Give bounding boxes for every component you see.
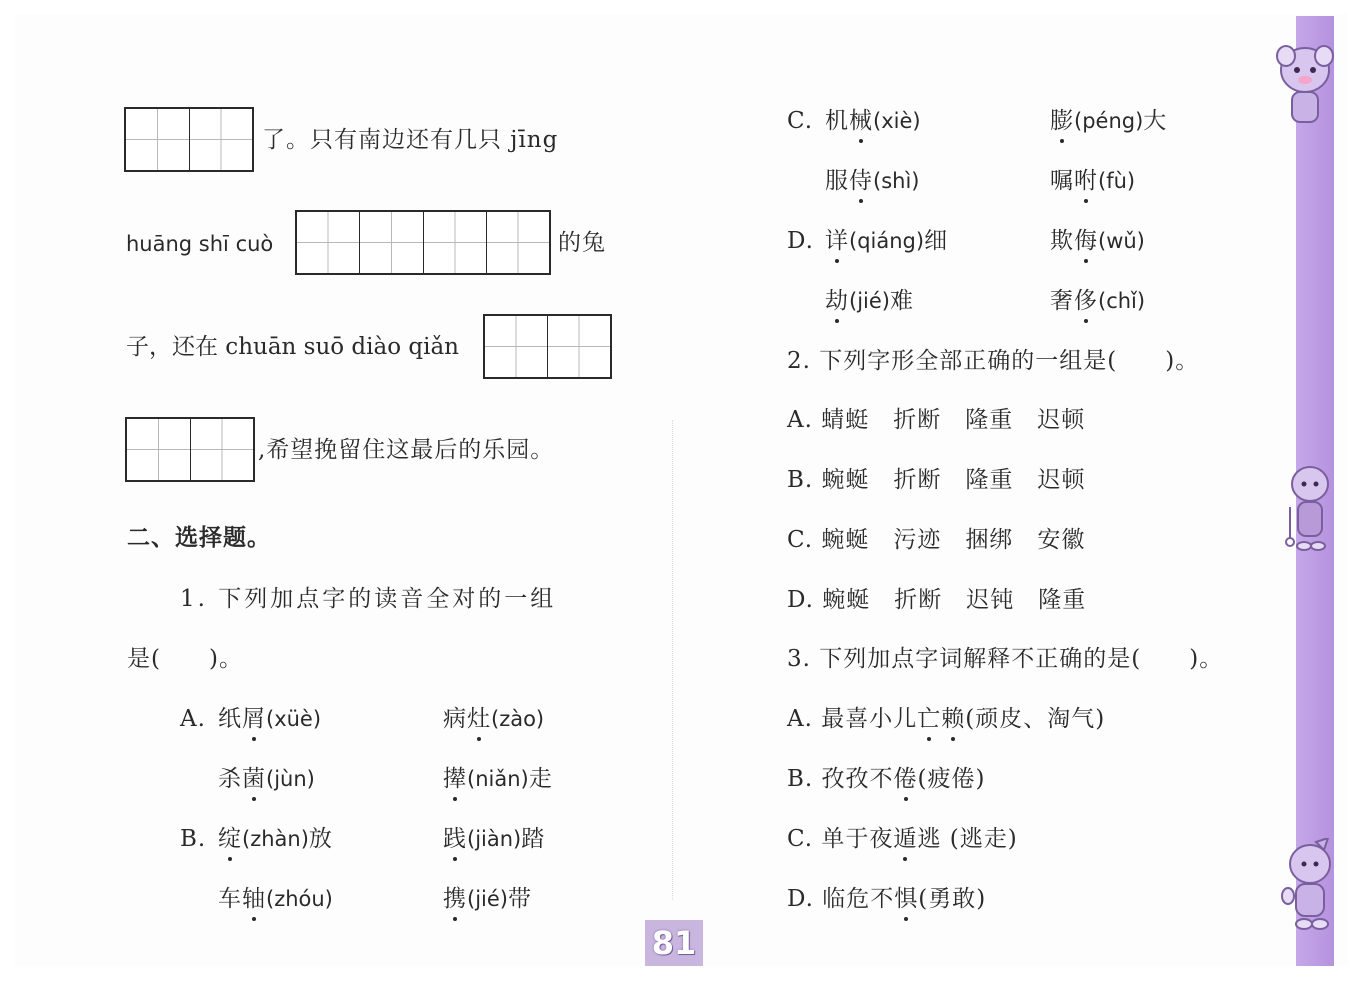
- grid-cell: [126, 109, 189, 170]
- q1-text-2: 是( )。: [127, 646, 243, 672]
- dotted-char: 侍: [849, 165, 873, 197]
- section-title: 二、选择题。: [127, 525, 271, 551]
- q1-b1: 绽(zhàn)放: [218, 823, 333, 855]
- q1-option-b-label[interactable]: B.: [180, 826, 207, 852]
- grid-cell: [547, 316, 610, 377]
- answer-grid-3[interactable]: [483, 314, 612, 379]
- dotted-char: 膨: [1050, 105, 1074, 137]
- dotted-char: 侮: [1074, 225, 1098, 257]
- dotted-char: 屑: [242, 703, 266, 735]
- q1-option-a-label[interactable]: A.: [180, 706, 206, 732]
- page-fold: [672, 420, 673, 900]
- q1-text: 1. 下列加点字的读音全对的一组: [180, 586, 557, 612]
- q1-b2: 践(jiàn)踏: [443, 823, 545, 855]
- q1-b3: 车轴(zhóu): [218, 883, 333, 915]
- dotted-char: 灶: [467, 703, 491, 735]
- q3-option-d[interactable]: D. 临危不惧(勇敢): [787, 883, 986, 915]
- dotted-char: 菌: [242, 763, 266, 795]
- dotted-char: 侈: [1074, 285, 1098, 317]
- para-line-2-pinyin: huāng shī cuò: [126, 232, 274, 256]
- q1-a2: 病灶(zào): [443, 703, 544, 735]
- q1-c1: 机械(xiè): [825, 105, 921, 137]
- q2-option-a[interactable]: A. 蜻蜓 折断 隆重 迟顿: [787, 407, 1086, 433]
- dotted-char: 详: [825, 225, 849, 257]
- grid-cell: [486, 212, 549, 273]
- grid-cell: [423, 212, 486, 273]
- dotted-char: 赖: [941, 703, 965, 735]
- para-text: 了。只有南边还有几只 jīng: [262, 127, 559, 153]
- dotted-char: 亡: [917, 703, 941, 735]
- para-line-1: [262, 124, 558, 156]
- dotted-char: 械: [849, 105, 873, 137]
- dotted-char: 遁: [893, 823, 917, 855]
- dotted-char: 携: [443, 883, 467, 915]
- answer-grid-1[interactable]: [124, 107, 254, 172]
- q3-option-c[interactable]: C. 单于夜遁逃 (逃走): [787, 823, 1018, 855]
- q1-c2: 膨(péng)大: [1050, 105, 1167, 137]
- dotted-char: 撵: [443, 763, 467, 795]
- cartoon-mascot-icon: [1280, 462, 1338, 557]
- q2-text: 2. 下列字形全部正确的一组是( )。: [787, 348, 1200, 374]
- answer-grid-2[interactable]: [295, 210, 551, 275]
- q1-d1: 详(qiáng)细: [825, 225, 948, 257]
- answer-grid-4[interactable]: [125, 417, 255, 482]
- dotted-char: 践: [443, 823, 467, 855]
- grid-cell: [485, 316, 547, 377]
- page-number: 81: [645, 920, 703, 966]
- q1-d3: 劫(jié)难: [825, 285, 914, 317]
- q3-option-a[interactable]: A. 最喜小儿亡赖(顽皮、淘气): [787, 703, 1105, 735]
- grid-cell: [297, 212, 359, 273]
- q1-option-c-label[interactable]: C.: [787, 108, 814, 134]
- q1-a1: 纸屑(xüè): [218, 703, 321, 735]
- dotted-char: 惧: [894, 883, 918, 915]
- q1-c3: 服侍(shì): [825, 165, 919, 197]
- q1-a4: 撵(niǎn)走: [443, 763, 553, 795]
- grid-cell: [127, 419, 190, 480]
- dotted-char: 劫: [825, 285, 849, 317]
- cartoon-mascot-icon: [1276, 838, 1338, 934]
- q1-c4: 嘱咐(fù): [1050, 165, 1135, 197]
- q3-option-b[interactable]: B. 孜孜不倦(疲倦): [787, 763, 985, 795]
- para-line-4: ,希望挽留住这最后的乐园。: [258, 437, 555, 463]
- dotted-char: 咐: [1074, 165, 1098, 197]
- q2-option-d[interactable]: D. 蜿蜒 折断 迟钝 隆重: [787, 587, 1087, 613]
- q1-b4: 携(jié)带: [443, 883, 532, 915]
- q1-d2: 欺侮(wǔ): [1050, 225, 1145, 257]
- q1-option-d-label[interactable]: D.: [787, 228, 814, 254]
- para-line-2-after: 的兔: [558, 230, 606, 256]
- grid-cell: [190, 419, 254, 480]
- para-line-3: 子，还在 chuān suō diào qiǎn: [126, 334, 459, 360]
- q2-option-b[interactable]: B. 蜿蜒 折断 隆重 迟顿: [787, 467, 1086, 493]
- grid-cell: [189, 109, 253, 170]
- q2-option-c[interactable]: C. 蜿蜒 污迹 捆绑 安徽: [787, 527, 1086, 553]
- dotted-char: 轴: [242, 883, 266, 915]
- q1-d4: 奢侈(chǐ): [1050, 285, 1145, 317]
- grid-cell: [359, 212, 422, 273]
- q3-text: 3. 下列加点字词解释不正确的是( )。: [787, 646, 1224, 672]
- q1-a3: 杀菌(jùn): [218, 763, 315, 795]
- dotted-char: 绽: [218, 823, 242, 855]
- cartoon-mascot-icon: [1272, 40, 1338, 130]
- dotted-char: 倦: [894, 763, 918, 795]
